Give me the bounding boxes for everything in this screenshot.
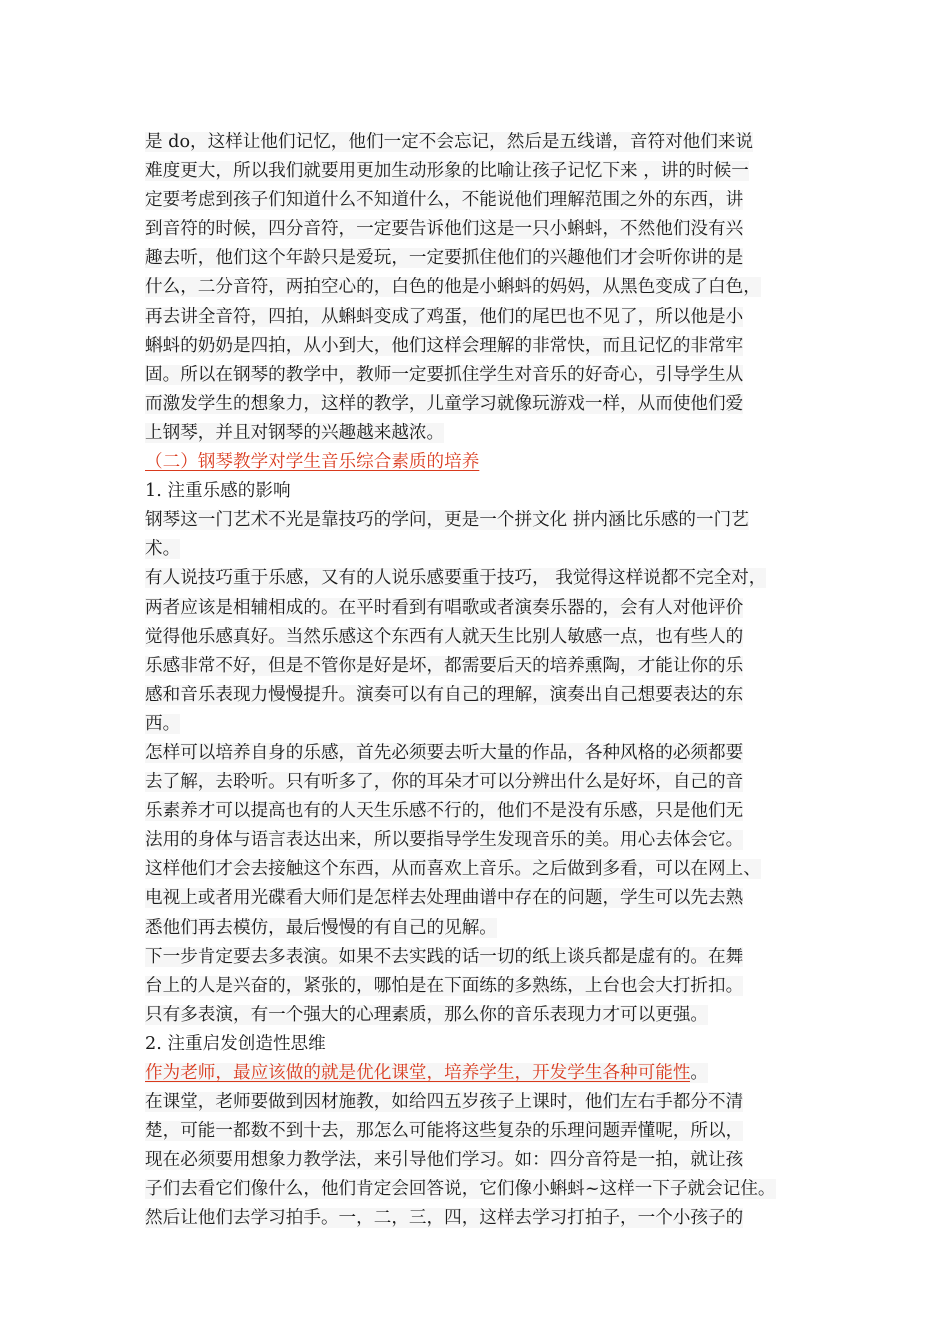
text-line: 这样他们才会去接触这个东西，从而喜欢上音乐。之后做到多看，可以在网上、: [145, 859, 761, 880]
text-line: 下一步肯定要去多表演。如果不去实践的话一切的纸上谈兵都是虚有的。在舞: [145, 946, 744, 967]
text-line: 乐感非常不好，但是不管你是好是坏，都需要后天的培养熏陶，才能让你的乐: [145, 655, 744, 676]
highlight-text: 作为老师，最应该做的就是优化课堂，培养学生，开发学生各种可能性: [145, 1063, 691, 1083]
paragraph-creative-thinking: [145, 1088, 835, 1233]
text-line: 电视上或者用光碟看大师们是怎样去处理曲谱中存在的问题，学生可以先去熟: [145, 888, 744, 909]
text-line: 两者应该是相辅相成的。在平时看到有唱歌或者演奏乐器的，会有人对他评价: [145, 597, 744, 618]
text-line: 上钢琴，并且对钢琴的兴趣越来越浓。: [145, 422, 445, 443]
text-line: 再去讲全音符，四拍，从蝌蚪变成了鸡蛋，他们的尾巴也不见了，所以他是小: [145, 306, 744, 327]
text-line: 定要考虑到孩子们知道什么不知道什么，不能说他们理解范围之外的东西，讲: [145, 190, 744, 211]
text-line: 怎样可以培养自身的乐感，首先必须要去听大量的作品，各种风格的必须都要: [145, 742, 744, 763]
text-line: 西。: [145, 713, 181, 734]
text-line: 固。所以在钢琴的教学中，教师一定要抓住学生对音乐的好奇心，引导学生从: [145, 364, 744, 385]
text-line: 觉得他乐感真好。当然乐感这个东西有人就天生比别人敏感一点，也有些人的: [145, 626, 744, 647]
document-page: [145, 128, 835, 1234]
text-line: 悉他们再去模仿，最后慢慢的有自己的见解。: [145, 917, 497, 938]
text-line: 法用的身体与语言表达出来，所以要指导学生发现音乐的美。用心去体会它。: [145, 830, 744, 851]
text-line: 有人说技巧重于乐感，又有的人说乐感要重于技巧， 我觉得这样说都不完全对，: [145, 568, 767, 589]
text-line: 是 do，这样让他们记忆，他们一定不会忘记，然后是五线谱，音符对他们来说: [145, 132, 754, 152]
text-line: 现在必须要用想象力教学法，来引导他们学习。如：四分音符是一拍，就让孩: [145, 1150, 744, 1171]
text-line: 而激发学生的想象力，这样的教学，儿童学习就像玩游戏一样，从而使他们爱: [145, 393, 744, 414]
text-line: 趣去听，他们这个年龄只是爱玩，一定要抓住他们的兴趣他们才会听你讲的是: [145, 248, 744, 269]
text-line: 子们去看它们像什么，他们肯定会回答说，它们像小蝌蚪~这样一下子就会记住。: [145, 1179, 776, 1200]
text-line: 乐素养才可以提高也有的人天生乐感不行的，他们不是没有乐感，只是他们无: [145, 801, 744, 822]
text-line: 只有多表演，有一个强大的心理素质，那么你的音乐表现力才可以更强。: [145, 1004, 709, 1025]
subheading-creative-thinking: 2. 注重启发创造性思维: [145, 1033, 326, 1054]
highlight-sentence: [145, 1059, 835, 1088]
text-line: 什么，二分音符，两拍空心的，白色的他是小蝌蚪的妈妈，从黑色变成了白色，: [145, 277, 761, 298]
text-line: 然后让他们去学习拍手。一，二，三，四，这样去学习打拍子，一个小孩子的: [145, 1208, 744, 1229]
text-line: 楚，可能一都数不到十去，那怎么可能将这些复杂的乐理问题弄懂呢，所以，: [145, 1121, 744, 1142]
text-line: 术。: [145, 539, 181, 560]
text-line: 钢琴这一门艺术不光是靠技巧的学问，更是一个拼文化 拼内涵比乐感的一门艺: [145, 510, 749, 531]
text-line: 在课堂，老师要做到因材施教，如给四五岁孩子上课时，他们左右手都分不清: [145, 1092, 744, 1113]
highlight-tail: 。: [690, 1063, 709, 1083]
text-line: 感和音乐表现力慢慢提升。演奏可以有自己的理解，演奏出自己想要表达的东: [145, 684, 744, 705]
paragraph-intro: [145, 128, 835, 448]
text-line: 到音符的时候，四分音符，一定要告诉他们这是一只小蝌蚪，不然他们没有兴: [145, 219, 744, 240]
paragraph-music-sense: [145, 506, 835, 1030]
text-line: 蝌蚪的奶奶是四拍，从小到大，他们这样会理解的非常快，而且记忆的非常牢: [145, 335, 744, 356]
text-line: 台上的人是兴奋的，紧张的，哪怕是在下面练的多熟练，上台也会大打折扣。: [145, 975, 744, 996]
text-line: 难度更大，所以我们就要用更加生动形象的比喻让孩子记忆下来 ，讲的时候一: [145, 161, 749, 182]
subheading-music-sense: 1. 注重乐感的影响: [145, 481, 291, 502]
section-heading: （二）钢琴教学对学生音乐综合素质的培养: [145, 452, 480, 473]
text-line: 去了解，去聆听。只有听多了，你的耳朵才可以分辨出什么是好坏，自己的音: [145, 772, 744, 793]
